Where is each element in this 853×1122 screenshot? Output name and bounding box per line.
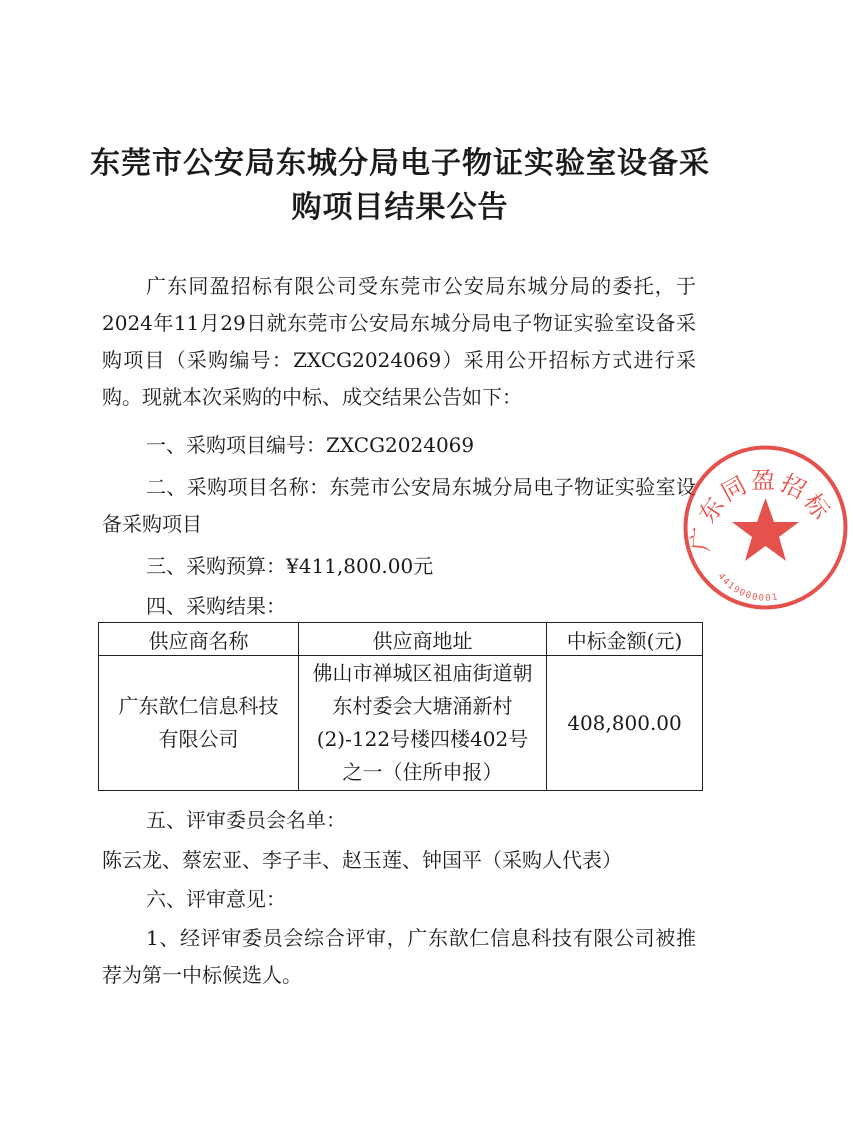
intro-paragraph: 广东同盈招标有限公司受东莞市公安局东城分局的委托，于2024年11月29日就东莞市公安局东城分局电子物证实验室设备采购项目（采购编号：ZXCG2024069）采用公开招标方式进行采购。现就本次采购的中标、成交结果公告如下： (102, 274, 696, 409)
page-title (90, 142, 710, 230)
result-table (98, 622, 703, 791)
opinion-paragraph: 1、经评审委员会综合评审，广东歆仁信息科技有限公司被推荐为第一中标候选人。 (102, 926, 696, 987)
seal-number: 4419000001 (715, 571, 780, 604)
committee-list: 陈云龙、蔡宏亚、李子丰、赵玉莲、钟国平（采购人代表） (102, 848, 622, 872)
header-supplier-address: 供应商地址 (299, 623, 547, 656)
seal-text: 广东同盈招标 (686, 466, 837, 553)
svg-text:4419000001 (715, 572, 779, 604)
item-opinion-heading: 六、评审意见： (146, 887, 286, 911)
item-budget: 三、采购预算：¥411,800.00元 (146, 554, 434, 578)
title-line-2: 购项目结果公告 (291, 190, 509, 225)
item-project-number: 一、采购项目编号：ZXCG2024069 (146, 433, 475, 457)
table-header-row (99, 623, 703, 656)
title-line-1: 东莞市公安局东城分局电子物证实验室设备采 (90, 146, 710, 181)
cell-bid-amount: 408,800.00 (547, 656, 703, 791)
header-supplier-name: 供应商名称 (99, 623, 299, 656)
cell-supplier-address: 佛山市禅城区祖庙街道朝东村委会大塘涌新村(2)-122号楼四楼402号之一（住所申报） (299, 656, 547, 791)
cell-supplier-name: 广东歆仁信息科技有限公司 (99, 656, 299, 791)
table-row (99, 656, 703, 791)
item-result-heading: 四、采购结果： (146, 594, 286, 618)
item-committee-heading: 五、评审委员会名单： (146, 808, 346, 832)
company-seal-icon (678, 440, 853, 615)
item-project-name: 二、采购项目名称：东莞市公安局东城分局电子物证实验室设备采购项目 (102, 475, 696, 536)
header-bid-amount: 中标金额(元) (547, 623, 703, 656)
